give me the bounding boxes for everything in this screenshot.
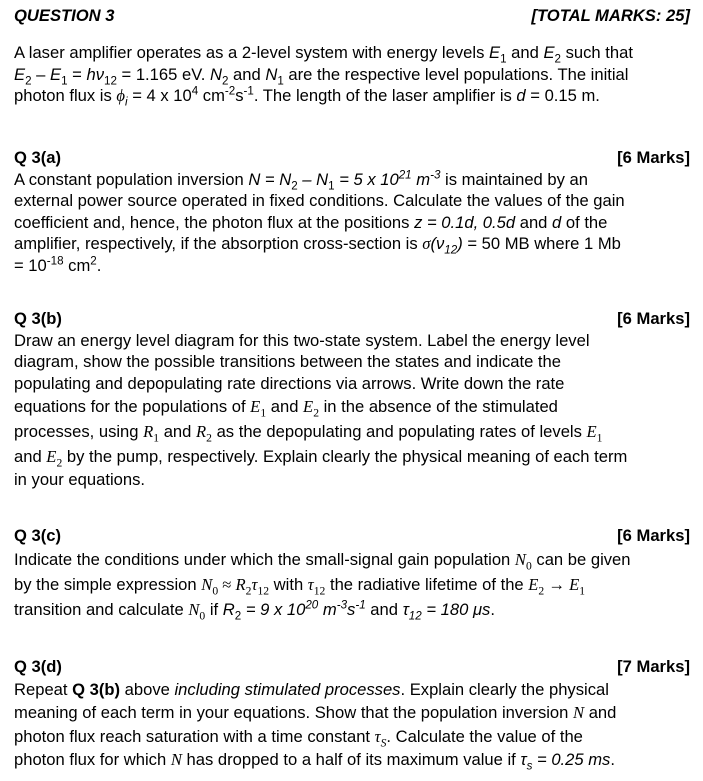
total-marks: [TOTAL MARKS: 25] xyxy=(531,6,690,25)
q3d-label: Q 3(d) xyxy=(14,657,62,676)
q3b-line-5: processes, using $R_1$ and $R_2$ as the depopulating and populating rates of levels $E_1$ xyxy=(14,422,603,445)
q3b-line-2: diagram, show the possible transitions between the states and indicate the xyxy=(14,352,562,371)
q3a-line-4: amplifier, respectively, if the absorption cross-section is $\sigma(\nu_{12}) = 50$ MB where 1 Mb xyxy=(14,234,621,257)
q3a-line-2: external power source operated in fixed conditions. Calculate the values of the gain xyxy=(14,191,625,210)
q3a-marks: [6 Marks] xyxy=(617,148,690,167)
q3a-line-5: = $10^{-18}$ $cm^2$. xyxy=(14,253,102,275)
q3a-section xyxy=(14,147,690,276)
q3b-line-1: Draw an energy level diagram for this two-state system. Label the energy level xyxy=(14,330,590,350)
q3a-line-1: A constant population inversion $N = N_2 - N_1 = 5$ x $10^{21}$ $m^{-3}$ is maintained by an xyxy=(14,167,588,192)
intro-paragraph xyxy=(14,42,690,107)
q3d-header xyxy=(14,656,690,678)
q3c-line-2: by the simple expression $N_0 \approx R_2\tau_{12}$ with $\tau_{12}$ the radiative lifetime of the $E_2 \to E_1$ xyxy=(14,574,586,597)
intro-line-1: A laser amplifier operates as a 2-level system with energy levels $E_1$ and $E_2$ such that xyxy=(14,43,633,66)
q3d-line-2: meaning of each term in your equations. Show that the population inversion N and xyxy=(14,703,617,722)
q3c-marks: [6 Marks] xyxy=(617,526,690,545)
intro-line-2: $E_2 - E_1 = h\nu_{12} = 1.165$ eV. $N_2$ and $N_1$ are the respective level populations. The initial xyxy=(14,64,629,87)
q3b-line-7: in your equations. xyxy=(14,470,145,489)
q3d-section xyxy=(14,656,690,772)
q3a-label: Q 3(a) xyxy=(14,148,62,167)
q3b-label: Q 3(b) xyxy=(14,309,62,328)
q3a-line-3: coefficient and, hence, the photon flux at the positions z = 0.1d, 0.5d and d of the xyxy=(14,212,608,232)
q3c-header xyxy=(14,525,690,547)
q3b-line-6: and $E_2$ by the pump, respectively. Explain clearly the physical meaning of each term xyxy=(14,447,628,470)
q3d-line-1: Repeat Q 3(b) above including stimulated processes. Explain clearly the physical xyxy=(14,679,609,699)
q3c-section xyxy=(14,525,690,622)
q3d-marks: [7 Marks] xyxy=(617,657,690,676)
question-label: QUESTION 3 xyxy=(14,6,115,25)
question-header xyxy=(14,5,690,27)
q3b-line-3: populating and depopulating rate directions via arrows. Write down the rate xyxy=(14,373,565,393)
q3d-line-4: photon flux for which N has dropped to a half of its maximum value if $\tau_s = 0.25$ ms. xyxy=(14,750,615,773)
q3b-header xyxy=(14,308,690,330)
q3c-label: Q 3(c) xyxy=(14,526,62,545)
intro-line-3: photon flux is $\phi_i = 4$ x $10^4$ $cm^{-2}s^{-1}$. The length of the laser amplifier is d = 0.15 m. xyxy=(14,84,600,109)
q3c-line-3: transition and calculate $N_0$ if $R_2 = 9$ x $10^{20}$ $m^{-3}s^{-1}$ and $\tau_{12} = 180$ μs. xyxy=(14,597,495,622)
q3b-marks: [6 Marks] xyxy=(617,309,690,328)
q3b-line-4: equations for the populations of $E_1$ and $E_2$ in the absence of the stimulated xyxy=(14,397,558,420)
q3d-line-3: photon flux reach saturation with a time constant $\tau_S$. Calculate the value of the xyxy=(14,726,583,749)
q3b-section xyxy=(14,308,690,491)
q3a-header xyxy=(14,147,690,169)
q3c-line-1: Indicate the conditions under which the small-signal gain population $N_0$ can be given xyxy=(14,549,631,572)
